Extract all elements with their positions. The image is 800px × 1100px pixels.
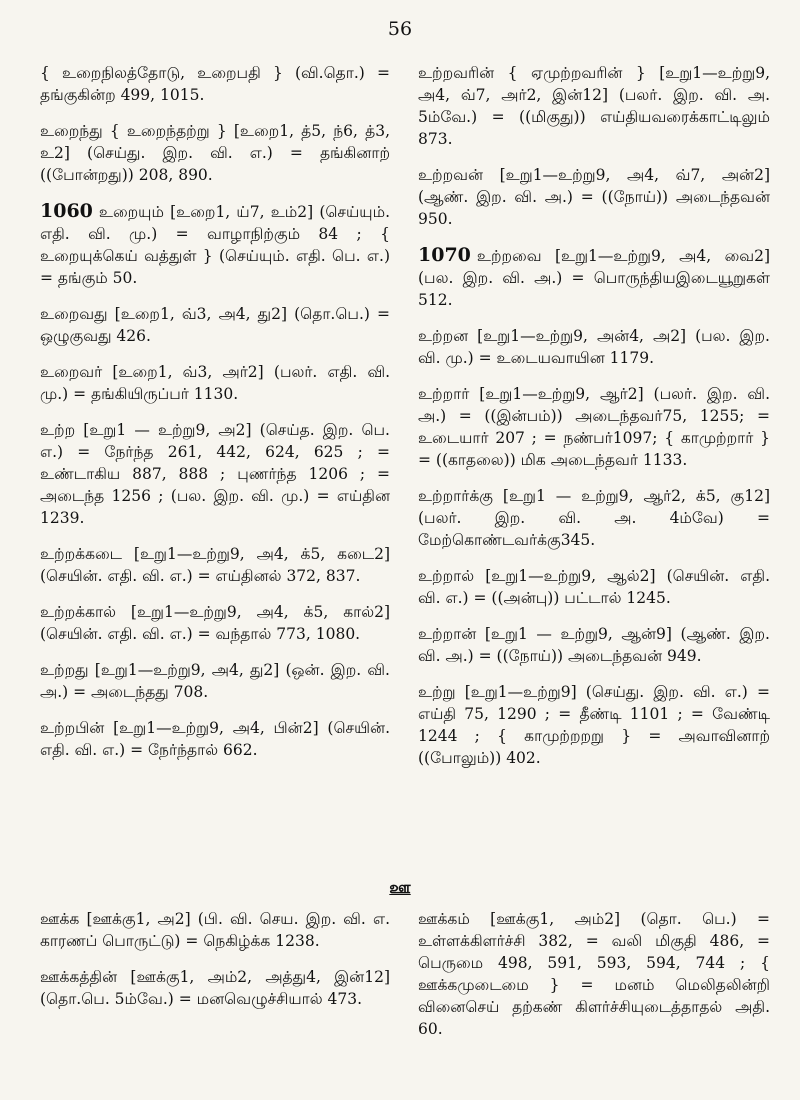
right-column [418, 62, 770, 783]
entry-text: உறைவது [உறை1, வ்3, அ4, து2] (தொ.பெ.) = ஒழுகுவது 426. [40, 305, 390, 345]
entry-text: உற்றன [உறு1—உற்று9, அன்4, அ2] (பல. இற. வி. மு.) = உடையவாயின 1179. [418, 327, 770, 367]
section-heading: ஊ [389, 878, 411, 898]
dictionary-entry [418, 62, 770, 150]
entry-text: உறைவர் [உறை1, வ்3, அர்2] (பலர். எதி. வி. மு.) = தங்கியிருப்பர் 1130. [40, 363, 390, 403]
dictionary-entry [40, 659, 390, 703]
dictionary-entry [418, 485, 770, 551]
entry-text: ஊக்கத்தின் [ஊக்கு1, அம்2, அத்து4, இன்12] (தொ.பெ. 5ம்வே.) = மனவெழுச்சியால் 473. [40, 968, 390, 1008]
entry-text: உற்று [உறு1—உற்று9] (செய்து. இற. வி. எ.) = எய்தி 75, 1290 ; = தீண்டி 1101 ; = வேண்டி 1244 ; { காமுற்றறறு } = அவாவினாற் ((போலும்)) 402. [418, 683, 770, 767]
dictionary-entry [40, 543, 390, 587]
dictionary-entry [40, 361, 390, 405]
entry-text: ஊக்கம் [ஊக்கு1, அம்2] (தொ. பெ.) = உள்ளக்கிளர்ச்சி 382, = வலி மிகுதி 486, = பெருமை 498, 591, 593, 594, 744 ; { ஊக்கமுடைமை } = மனம் மெலிதலின்றி வினைசெய் தற்கண் கிளர்ச்சியுடைத்தாதல் அதி. 60. [418, 910, 770, 1038]
entry-text: உற்றான் [உறு1 — உற்று9, ஆன்9] (ஆண். இற. வி. அ.) = ((நோய்)) அடைந்தவன் 949. [418, 625, 770, 665]
entry-text: உற்றவை [உறு1—உற்று9, அ4, வை2] (பல. இற. வி. அ.) = பொருந்தியஇடையூறுகள் 512. [418, 247, 770, 309]
bottom-right-column [418, 908, 770, 1054]
entry-text: உறைந்து { உறைந்தற்று } [உறை1, த்5, ந்6, த்3, உ2] (செய்து. இற. வி. எ.) = தங்கினாற் ((போன்றது)) 208, 890. [40, 122, 390, 184]
entry-text: உற்றக்கடை [உறு1—உற்று9, அ4, க்5, கடை2] (செயின். எதி. வி. எ.) = எய்தினல் 372, 837. [40, 545, 390, 585]
entry-text: உற்றார்க்கு [உறு1 — உற்று9, ஆர்2, க்5, கு12] (பலர். இற. வி. அ. 4ம்வே) = மேற்கொண்டவர்க்கு345. [418, 487, 770, 549]
dictionary-entry [418, 164, 770, 230]
dictionary-entry [40, 601, 390, 645]
dictionary-entry [418, 681, 770, 769]
dictionary-entry [40, 200, 390, 289]
entry-text: உற்றார் [உறு1—உற்று9, ஆர்2] (பலர். இற. வி. அ.) = ((இன்பம்)) அடைந்தவர்75, 1255; = உடையார் 207 ; = நண்பர்1097; { காமுற்றார் } = ((காதலை)) மிக அடைந்தவர் 1133. [418, 385, 770, 469]
bottom-left-column [40, 908, 390, 1024]
entry-text: உற்றபின் [உறு1—உற்று9, அ4, பின்2] (செயின். எதி. வி. எ.) = நேர்ந்தால் 662. [40, 719, 390, 759]
dictionary-entry [40, 62, 390, 106]
dictionary-entry [418, 623, 770, 667]
entry-text: உற்றவரின் { ஏமுற்றவரின் } [உறு1—உற்று9, அ4, வ்7, அர்2, இன்12] (பலர். இற. வி. அ. 5ம்வே.) = ((மிகுது)) எய்தியவரைக்காட்டிலும் 873. [418, 64, 770, 148]
dictionary-entry [418, 565, 770, 609]
entry-text: உற்ற [உறு1 — உற்று9, அ2] (செய்த. இற. பெ. எ.) = நேர்ந்த 261, 442, 624, 625 ; = உண்டாகிய 887, 888 ; புணர்ந்த 1206 ; = அடைந்த 1256 ; (பல. இற. வி. மு.) = எய்தின 1239. [40, 421, 390, 527]
entry-text: உற்றவன் [உறு1—உற்று9, அ4, வ்7, அன்2] (ஆண். இற. வி. அ.) = ((நோய்)) அடைந்தவன் 950. [418, 166, 770, 228]
page-number: 56 [387, 18, 413, 40]
entry-text: உறையும் [உறை1, ய்7, உம்2] (செய்யும். எதி. வி. மு.) = வாழாநிற்கும் 84 ; { உறையுக்கெய் வத்துள் } (செய்யும். எதி. பெ. எ.) = தங்கும் 50. [40, 203, 390, 287]
dictionary-entry [418, 325, 770, 369]
dictionary-entry [418, 383, 770, 471]
entry-text: { உறைநிலத்தோடு, உறைபதி } (வி.தொ.) = தங்குகின்ற 499, 1015. [40, 64, 390, 104]
dictionary-entry [40, 908, 390, 952]
dictionary-entry [40, 303, 390, 347]
left-column [40, 62, 390, 775]
entry-text: உற்றது [உறு1—உற்று9, அ4, து2] (ஒன். இற. வி. அ.) = அடைந்தது 708. [40, 661, 390, 701]
entry-number: 1060 [40, 200, 93, 222]
dictionary-entry [418, 244, 770, 311]
dictionary-entry [40, 966, 390, 1010]
dictionary-entry [418, 908, 770, 1040]
entry-text: உற்றால் [உறு1—உற்று9, ஆல்2] (செயின். எதி. வி. எ.) = ((அன்பு)) பட்டால் 1245. [418, 567, 770, 607]
entry-text: ஊக்க [ஊக்கு1, அ2] (பி. வி. செய. இற. வி. எ. காரணப் பொருட்டு) = நெகிழ்க்க 1238. [40, 910, 390, 950]
entry-text: உற்றக்கால் [உறு1—உற்று9, அ4, க்5, கால்2] (செயின். எதி. வி. எ.) = வந்தால் 773, 1080. [40, 603, 390, 643]
dictionary-entry [40, 419, 390, 529]
entry-number: 1070 [418, 244, 471, 266]
dictionary-entry [40, 120, 390, 186]
dictionary-entry [40, 717, 390, 761]
